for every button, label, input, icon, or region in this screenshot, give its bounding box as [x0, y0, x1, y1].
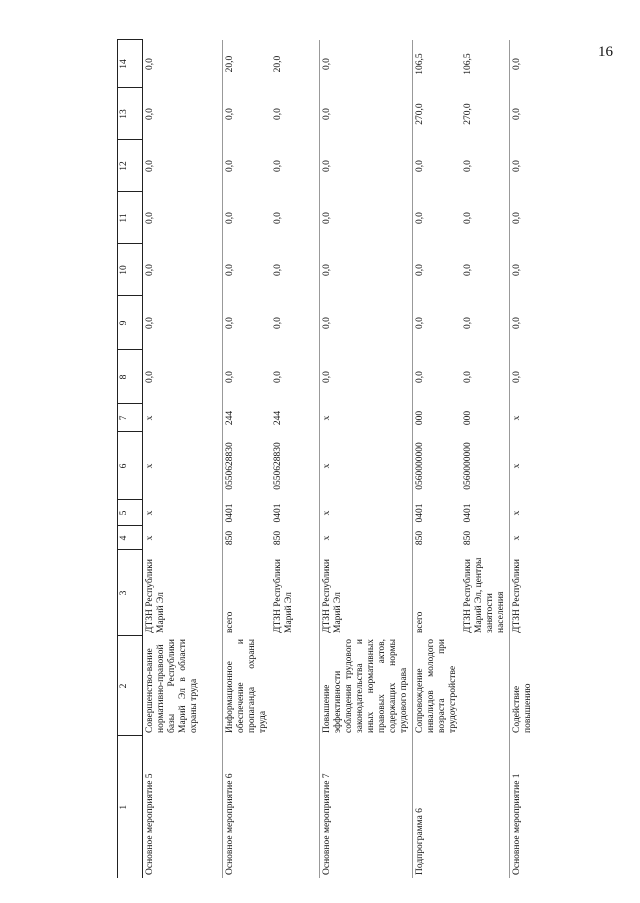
col-header-7: 7 — [118, 404, 143, 432]
cell-col-13: 270,0 — [413, 88, 462, 140]
cell-col-11: 0,0 — [463, 212, 473, 224]
cell-col-4: x — [320, 526, 413, 550]
col-header-6: 6 — [118, 432, 143, 500]
col-header-1: 1 — [118, 736, 143, 878]
cell-col-3: всего — [413, 550, 462, 636]
cell-col-13: 0,0 — [223, 88, 272, 140]
col-header-12: 12 — [118, 140, 143, 192]
cell-col-8: 0,0 — [413, 350, 462, 404]
cell-col-6: 0560000000 — [463, 442, 473, 490]
cell-col-9: 0,0 — [413, 296, 462, 350]
cell-col-4: x — [510, 526, 556, 550]
cell-col-7: x — [320, 404, 413, 432]
cell-col-6: x — [320, 432, 413, 500]
cell-col-6: 0560000000 — [413, 432, 462, 500]
cell-col-11: 0,0 — [510, 192, 556, 244]
cell-col-11: 0,0 — [413, 192, 462, 244]
cell-col-7: 000 — [463, 410, 473, 426]
cell-col-4: 850 — [413, 526, 462, 550]
cell-col-7: x — [143, 404, 223, 432]
cell-col-2 — [271, 636, 320, 736]
cell-col-4: 850 — [273, 530, 283, 546]
col-header-5: 5 — [118, 500, 143, 526]
cell-col-11: 0,0 — [143, 192, 223, 244]
table-row — [223, 40, 272, 878]
cell-col-13: 0,0 — [143, 88, 223, 140]
table-row — [510, 40, 556, 878]
col-header-10: 10 — [118, 244, 143, 296]
cell-col-4: x — [143, 526, 223, 550]
cell-col-4: 850 — [463, 530, 473, 546]
cell-col-6: x — [143, 432, 223, 500]
cell-col-9: 0,0 — [320, 296, 413, 350]
cell-col-2: Информационное обеспечение и пропаганда охраны труда — [223, 636, 272, 736]
cell-col-2 — [461, 636, 510, 736]
col-header-8: 8 — [118, 350, 143, 404]
cell-col-7: x — [510, 404, 556, 432]
cell-col-3: ДТЗН Республики Марий Эл — [320, 550, 413, 636]
cell-col-8: 0,0 — [223, 350, 272, 404]
cell-col-4: 850 — [223, 526, 272, 550]
cell-col-7: 000 — [413, 404, 462, 432]
cell-col-2: Содействие повышению — [510, 636, 556, 736]
cell-col-14: 106,5 — [413, 40, 462, 88]
cell-col-14: 20,0 — [223, 40, 272, 88]
cell-col-1: Основное мероприятие 1 — [510, 736, 556, 878]
cell-col-11: 0,0 — [223, 192, 272, 244]
cell-col-14: 0,0 — [510, 40, 556, 88]
col-header-2: 2 — [118, 636, 143, 736]
cell-col-1: Основное мероприятие 5 — [143, 736, 223, 878]
cell-col-9: 0,0 — [510, 296, 556, 350]
cell-col-5: 0401 — [463, 503, 473, 523]
cell-col-10: 0,0 — [273, 264, 283, 276]
cell-col-1 — [461, 736, 510, 878]
cell-col-5: 0401 — [223, 500, 272, 526]
cell-col-1: Подпрограмма 6 — [413, 736, 462, 878]
col-header-9: 9 — [118, 296, 143, 350]
cell-col-11: 0,0 — [273, 212, 283, 224]
cell-col-7: 244 — [273, 410, 283, 426]
table-row — [413, 40, 462, 878]
cell-col-2: Повышение эффективности соблюдения трудового законодательства и иных нормативных правовых актов, содержащих нормы трудового права — [320, 636, 413, 736]
cell-col-12: 0,0 — [320, 140, 413, 192]
cell-col-9: 0,0 — [143, 296, 223, 350]
cell-col-10: 0,0 — [463, 264, 473, 276]
cell-col-8: 0,0 — [510, 350, 556, 404]
col-header-13: 13 — [118, 88, 143, 140]
cell-col-10: 0,0 — [223, 244, 272, 296]
cell-col-8: 0,0 — [320, 350, 413, 404]
cell-col-12: 0,0 — [463, 160, 473, 172]
cell-col-10: 0,0 — [413, 244, 462, 296]
col-header-11: 11 — [118, 192, 143, 244]
cell-col-9: 0,0 — [273, 317, 283, 329]
cell-col-9: 0,0 — [463, 317, 473, 329]
header-row — [118, 40, 143, 878]
cell-col-10: 0,0 — [320, 244, 413, 296]
cell-col-13: 0,0 — [510, 88, 556, 140]
cell-col-14: 0,0 — [143, 40, 223, 88]
cell-col-5: 0401 — [273, 503, 283, 523]
cell-col-5: 0401 — [413, 500, 462, 526]
cell-col-1: Основное мероприятие 6 — [223, 736, 272, 878]
cell-col-6: 0550628830 — [223, 432, 272, 500]
cell-col-3: ДТЗН Республики Марий Эл — [273, 559, 294, 633]
table-row — [271, 40, 320, 878]
cell-col-8: 0,0 — [273, 371, 283, 383]
col-header-14: 14 — [118, 40, 143, 88]
cell-col-13: 0,0 — [320, 88, 413, 140]
cell-col-9: 0,0 — [223, 296, 272, 350]
cell-col-13: 0,0 — [273, 108, 283, 120]
cell-col-12: 0,0 — [143, 140, 223, 192]
cell-col-12: 0,0 — [413, 140, 462, 192]
cell-col-14: 0,0 — [320, 40, 413, 88]
cell-col-6: 0550628830 — [273, 442, 283, 490]
rotated-table-container — [117, 40, 611, 878]
cell-col-5: x — [320, 500, 413, 526]
cell-col-1 — [271, 736, 320, 878]
cell-col-8: 0,0 — [143, 350, 223, 404]
cell-col-5: x — [143, 500, 223, 526]
cell-col-3: ДТЗН Республики — [510, 550, 556, 636]
cell-col-2: Совершенство-вание нормативно-правовой базы Республики Марий Эл в области охраны труда — [143, 636, 223, 736]
cell-col-3: ДТЗН Республики Марий Эл — [143, 550, 223, 636]
col-header-3: 3 — [118, 550, 143, 636]
table-row — [461, 40, 510, 878]
cell-col-12: 0,0 — [223, 140, 272, 192]
cell-col-14: 20,0 — [273, 55, 283, 73]
cell-col-12: 0,0 — [273, 160, 283, 172]
cell-col-10: 0,0 — [510, 244, 556, 296]
table-body — [143, 40, 556, 878]
page-number: 16 — [598, 44, 613, 60]
cell-col-2: Сопровождение инвалидов молодого возраста при трудоустройстве — [413, 636, 462, 736]
cell-col-1: Основное мероприятие 7 — [320, 736, 413, 878]
cell-col-13: 270,0 — [463, 103, 473, 125]
cell-col-11: 0,0 — [320, 192, 413, 244]
cell-col-12: 0,0 — [510, 140, 556, 192]
cell-col-8: 0,0 — [463, 371, 473, 383]
table-row — [320, 40, 413, 878]
cell-col-3: ДТЗН Республики Марий Эл, центры занятости населения — [463, 557, 506, 633]
budget-table — [117, 40, 556, 878]
col-header-4: 4 — [118, 526, 143, 550]
cell-col-6: x — [510, 432, 556, 500]
cell-col-3: всего — [223, 550, 272, 636]
cell-col-10: 0,0 — [143, 244, 223, 296]
cell-col-14: 106,5 — [463, 53, 473, 75]
table-row — [143, 40, 223, 878]
cell-col-5: x — [510, 500, 556, 526]
cell-col-7: 244 — [223, 404, 272, 432]
